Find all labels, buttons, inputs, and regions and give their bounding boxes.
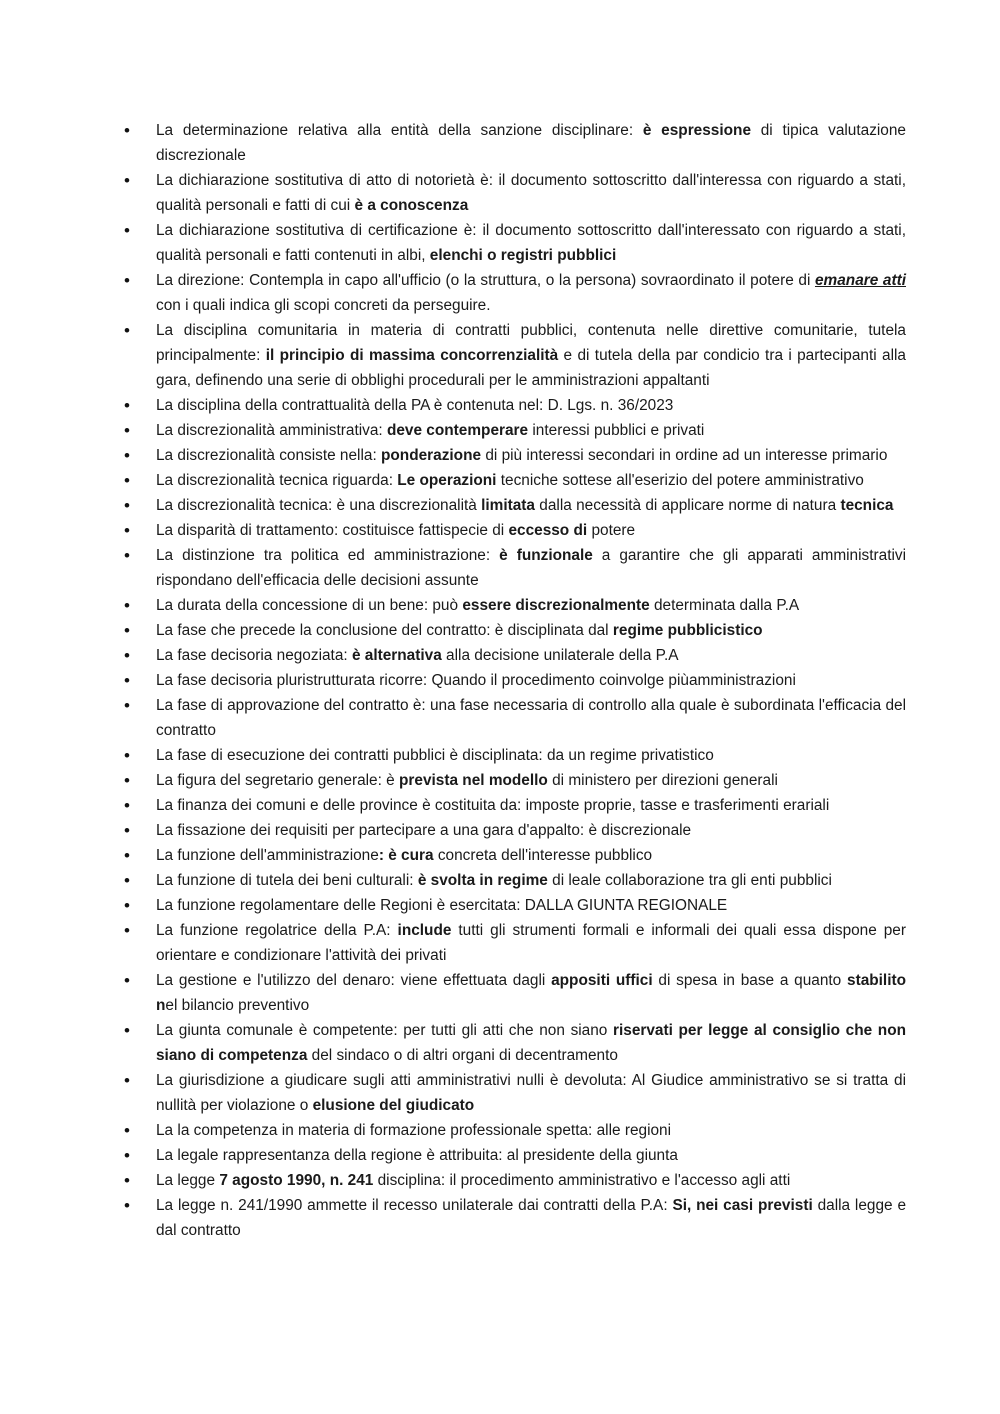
list-item-text: Le operazioni (397, 472, 497, 489)
list-item-text: La direzione: Contempla in capo all'ufficio (o la struttura, o la persona) sovraordinato il potere di (156, 272, 815, 289)
list-item-text: è funzionale (499, 547, 593, 564)
list-item (124, 768, 906, 793)
list-item-text: del sindaco o di altri organi di decentramento (307, 1047, 618, 1064)
list-item-text: è a conoscenza (354, 197, 469, 214)
list-item-text: con i quali indica gli scopi concreti da perseguire. (156, 297, 491, 314)
list-item-text: La fissazione dei requisiti per partecipare a una gara d'appalto: è discrezionale (156, 822, 692, 839)
list-item-text: è alternativa (351, 647, 442, 664)
list-item (124, 118, 906, 168)
list-item-text: La dichiarazione sostitutiva di atto di notorietà è: il documento sottoscritto dall'interessa con riguardo a stati, qualità personali e fatti di cui (156, 172, 906, 214)
list-item (124, 668, 906, 693)
list-item-text: La funzione regolamentare delle Regioni è esercitata: DALLA GIUNTA REGIONALE (156, 897, 728, 914)
list-item-text: La funzione regolatrice della P.A: (156, 922, 398, 939)
list-item-text: riservati per legge al consiglio che non siano di competenza (156, 1022, 906, 1064)
list-item (124, 168, 906, 218)
list-item-text: La finanza dei comuni e delle province è costituita da: imposte proprie, tasse e trasferimenti erariali (156, 797, 830, 814)
list-item (124, 818, 906, 843)
list-item-text: eccesso di (508, 522, 588, 539)
list-item-text: La disciplina comunitaria in materia di contratti pubblici, contenuta nelle direttive comunitarie, tutela principalmente: (156, 322, 906, 364)
list-item-text: include (397, 922, 452, 939)
list-item-text: limitata (481, 497, 535, 514)
list-item-text: emanare atti (814, 272, 906, 289)
list-item-text: elenchi o registri pubblici (429, 247, 617, 264)
list-item-text: La giunta comunale è competente: per tutti gli atti che non siano (156, 1022, 613, 1039)
list-item (124, 1068, 906, 1118)
list-item (124, 1193, 906, 1243)
list-item-text: ponderazione (381, 447, 482, 464)
list-item-text: a garantire che gli apparati amministrativi rispondano dell'efficacia delle decisioni assunte (156, 547, 907, 589)
list-item-text: di spesa in base a quanto (652, 972, 848, 989)
list-item-text: il principio di massima concorrenzialità (265, 347, 559, 364)
list-item-text: La figura del segretario generale: è (156, 772, 399, 789)
list-item (124, 843, 906, 868)
list-item-text: dalla legge e dal contratto (156, 1197, 906, 1239)
list-item-text: prevista nel modello (399, 772, 548, 789)
list-item-text: stabilito n (156, 972, 907, 1014)
list-item-text: disciplina: il procedimento amministrativo e l'accesso agli atti (373, 1172, 791, 1189)
list-item (124, 968, 906, 1018)
list-item-text: el bilancio preventivo (165, 997, 310, 1014)
list-item-text: La funzione dell'amministrazione (156, 847, 379, 864)
list-item-text: tecniche sottese all'eserizio del potere amministrativo (496, 472, 864, 489)
list-item (124, 793, 906, 818)
list-item-text: La determinazione relativa alla entità della sanzione disciplinare: (156, 122, 643, 139)
list-item (124, 468, 906, 493)
list-item-text: di leale collaborazione tra gli enti pubblici (547, 872, 832, 889)
list-item-text: La fase che precede la conclusione del contratto: è disciplinata dal (156, 622, 613, 639)
list-item-text: La fase decisoria pluristrutturata ricorre: Quando il procedimento coinvolge piùamministrazioni (156, 672, 796, 689)
list-item-text: interessi pubblici e privati (528, 422, 705, 439)
list-item-text: di più interessi secondari in ordine ad un interesse primario (481, 447, 888, 464)
list-item-text: La la competenza in materia di formazione professionale spetta: alle regioni (156, 1122, 672, 1139)
list-item-text: La legale rappresentanza della regione è attribuita: al presidente della giunta (156, 1147, 678, 1164)
list-item (124, 443, 906, 468)
list-item-text: dalla necessità di applicare norme di natura (535, 497, 841, 514)
list-item (124, 393, 906, 418)
list-item-text: tutti gli strumenti formali e informali dei quali essa dispone per orientare e condizionare l'attività dei privati (156, 922, 906, 964)
list-item-text: La durata della concessione di un bene: può (156, 597, 463, 614)
list-item-text: regime pubblicistico (612, 622, 763, 639)
list-item (124, 1018, 906, 1068)
list-item-text: concreta dell'interesse pubblico (433, 847, 653, 864)
list-item (124, 493, 906, 518)
list-item (124, 643, 906, 668)
list-item (124, 268, 906, 318)
list-item (124, 918, 906, 968)
list-item (124, 868, 906, 893)
list-item-text: La fase decisoria negoziata: (156, 647, 352, 664)
list-item-text: La disparità di trattamento: costituisce fattispecie di (156, 522, 509, 539)
list-item-text: elusione del giudicato (312, 1097, 475, 1114)
list-item (124, 618, 906, 643)
list-item-text: è svolta in regime (417, 872, 548, 889)
list-item-text: determinata dalla P.A (649, 597, 800, 614)
list-item (124, 593, 906, 618)
list-item (124, 1143, 906, 1168)
list-item-text: tecnica (840, 497, 894, 514)
list-item-text: di ministero per direzioni generali (547, 772, 778, 789)
list-item-text: La dichiarazione sostitutiva di certificazione è: il documento sottoscritto dall'interessato con riguardo a stati, qualità personali e fatti contenuti in albi, (156, 222, 906, 264)
list-item-text: : è cura (378, 847, 434, 864)
list-item (124, 743, 906, 768)
list-item (124, 418, 906, 443)
list-item-text: di tipica valutazione discrezionale (156, 122, 906, 164)
list-item-text: alla decisione unilaterale della P.A (441, 647, 679, 664)
list-item-text: essere discrezionalmente (462, 597, 650, 614)
list-item-text: La discrezionalità consiste nella: (156, 447, 381, 464)
list-item (124, 1168, 906, 1193)
list-item-text: La discrezionalità tecnica: è una discrezionalità (156, 497, 482, 514)
list-item-text: e di tutela della par condicio tra i partecipanti alla gara, definendo una serie di obblighi procedurali per le amministrazioni appaltanti (156, 347, 906, 389)
list-item (124, 218, 906, 268)
list-item (124, 893, 906, 918)
list-item-text: Si, nei casi previsti (672, 1197, 813, 1214)
list-item-text: deve contemperare (386, 422, 529, 439)
list-item-text: La funzione di tutela dei beni culturali: (156, 872, 418, 889)
list-item (124, 693, 906, 743)
list-item-text: La distinzione tra politica ed amministrazione: (156, 547, 500, 564)
list-item (124, 1118, 906, 1143)
list-item-text: La gestione e l'utilizzo del denaro: viene effettuata dagli (156, 972, 552, 989)
list-item-text: La fase di esecuzione dei contratti pubblici è disciplinata: da un regime privatistico (156, 747, 714, 764)
list-item-text: La discrezionalità tecnica riguarda: (156, 472, 398, 489)
list-item (124, 318, 906, 393)
list-item-text: La fase di approvazione del contratto è: una fase necessaria di controllo alla quale è subordinata l'efficacia del contratto (156, 697, 906, 739)
list-item-text: 7 agosto 1990, n. 241 (219, 1172, 374, 1189)
list-item-text: La legge n. 241/1990 ammette il recesso unilaterale dai contratti della P.A: (156, 1197, 673, 1214)
bullet-list (124, 118, 906, 1243)
list-item-text: La discrezionalità amministrativa: (156, 422, 387, 439)
list-item-text: è espressione (642, 122, 751, 139)
list-item-text: La disciplina della contrattualità della PA è contenuta nel: D. Lgs. n. 36/2023 (156, 397, 674, 414)
list-item-text: potere (587, 522, 636, 539)
list-item (124, 543, 906, 593)
list-item-text: La legge (156, 1172, 220, 1189)
list-item (124, 518, 906, 543)
list-item-text: appositi uffici (551, 972, 653, 989)
list-item-text: La giurisdizione a giudicare sugli atti amministrativi nulli è devoluta: Al Giudice amministrativo se si tratta di nullità per violazione o (156, 1072, 906, 1114)
